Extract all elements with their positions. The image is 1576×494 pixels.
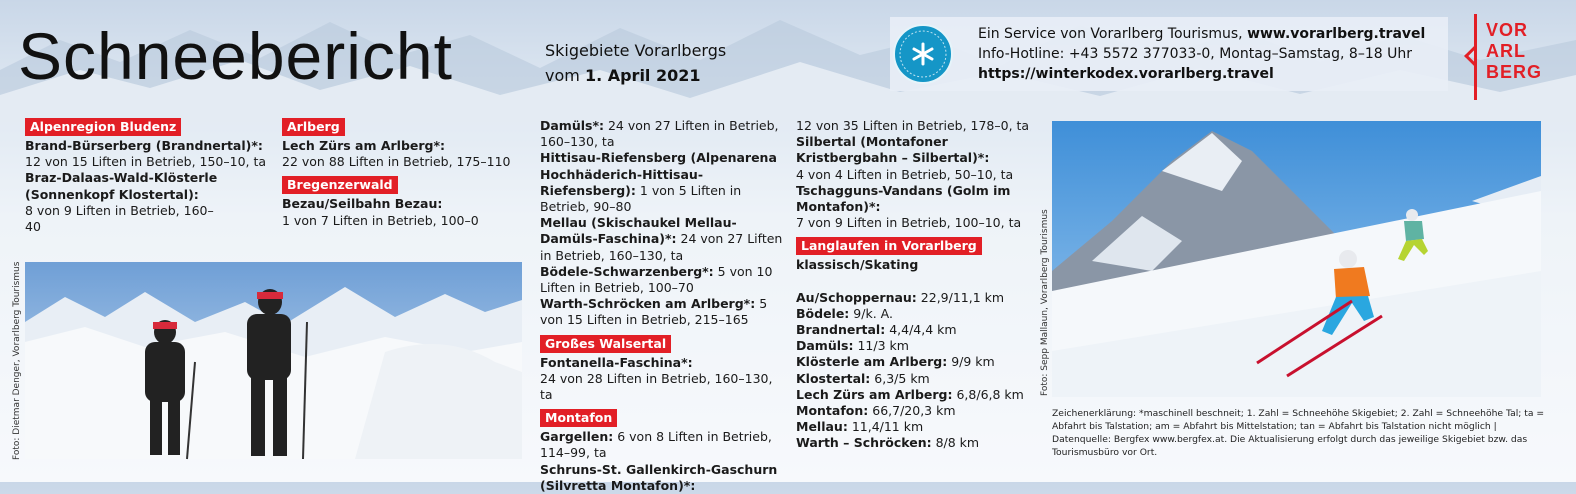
vorarlberg-logo: VOR ARL BERG [1474,14,1554,100]
service-info: Ein Service von Vorarlberg Tourismus, www.vorarlberg.travel Info-Hotline: +43 5572 377033-0, Montag–Samstag, 8–18 Uhr https://winterkodex.vorarlberg.travel [978,26,1426,82]
region-heading: Bregenzerwald [282,176,398,194]
list-item: Bödele-Schwarzenberg*: 5 von 10 Liften in Betrieb, 100–70 [540,263,773,296]
list-item: Lech Zürs am Arlberg: 6,8/6,8 km [796,386,1024,402]
region-arlberg [282,118,527,229]
list-item: Damüls*: 24 von 27 Liften in Betrieb, 160–130, ta [540,118,779,150]
subtitle-line2: vom 1. April 2021 [545,66,701,85]
photo-credit-left: Foto: Dietmar Denger, Vorarlberg Tourismus [12,261,22,460]
list-item: Au/Schoppernau: 22,9/11,1 km [796,289,1005,305]
list-item: Damüls: 11/3 km [796,338,909,354]
region-montafon-cont [796,118,1036,452]
photo-credit-right: Foto: Sepp Mallaun, Vorarlberg Tourismus [1040,209,1050,396]
list-item: Montafon: 66,7/20,3 km [796,403,956,419]
tourism-link[interactable]: www.vorarlberg.travel [1247,26,1426,42]
skiers-photo [1052,121,1541,397]
list-item: Klösterle am Arlberg: 9/9 km [796,354,995,370]
winterkodex-badge-icon [893,24,953,84]
report-date: 1. April 2021 [584,66,701,85]
region-heading: Montafon [540,409,617,427]
list-item: Brandnertal: 4,4/4,4 km [796,322,957,338]
hotline: Info-Hotline: +43 5572 377033-0, Montag–Samstag, 8–18 Uhr [978,46,1412,62]
list-item: Mellau: 11,4/11 km [796,419,924,435]
list-item: Hittisau-Riefensberg (Alpenarena Hochhäderich-Hittisau-Riefensberg): 1 von 5 Liften in Betrieb, 90–80 [540,150,777,215]
list-item: Warth-Schröcken am Arlberg*: 5 von 15 Liften in Betrieb, 215–165 [540,296,768,328]
subtitle-line1: Skigebiete Vorarlbergs [545,41,727,60]
list-item: Bezau/Seilbahn Bezau: 1 von 7 Liften in Betrieb, 100–0 [282,196,479,228]
page-title: Schneebericht [18,19,453,93]
list-item: Brand-Bürserberg (Brandnertal)*: 12 von 15 Liften in Betrieb, 150–10, ta [25,138,267,170]
region-heading: Alpenregion Bludenz [25,118,181,136]
list-item: Tschagguns-Vandans (Golm im Montafon)*: 7 von 9 Liften in Betrieb, 100–10, ta [796,182,1022,231]
list-item: Fontanella-Faschina*: 24 von 28 Liften in Betrieb, 160–130, ta [540,354,773,403]
region-heading: Langlaufen in Vorarlberg [796,237,982,255]
list-item: Silbertal (Montafoner Kristbergbahn – Silbertal)*: 4 von 4 Liften in Betrieb, 50–10, ta [796,134,1014,182]
list-item: Mellau (Skischaukel Mellau-Damüls-Faschina)*: 24 von 27 Liften in Betrieb, 160–130, ta [540,215,783,263]
list-item: Bödele: 9/k. A. [796,305,893,321]
list-item-continuation: 12 von 35 Liften in Betrieb, 178–0, ta [796,118,1030,133]
region-bludenz [25,118,275,235]
subtitle [545,38,726,88]
langlaufen-subheading: klassisch/Skating [796,257,919,273]
hikers-photo [25,262,522,459]
region-heading: Großes Walsertal [540,335,671,353]
list-item: Gargellen: 6 von 8 Liften in Betrieb, 114–99, ta [540,429,772,461]
winterkodex-link[interactable]: https://winterkodex.vorarlberg.travel [978,66,1274,82]
list-item: Klostertal: 6,3/5 km [796,370,930,386]
list-item: Warth – Schröcken: 8/8 km [796,435,980,451]
legend-footnote: Zeichenerklärung: *maschinell beschneit; 1. Zahl = Schneehöhe Skigebiet; 2. Zahl = Schneehöhe Tal; ta = Abfahrt bis Talstation; am = Abfahrt bis Mittelstation; tan = Abfahrt bis Talstation nicht möglich | Datenquelle: Bergfex www.bergfex.at. Die Aktualisierung erfolgt durch das jeweilige Skigebiet bzw. das Tourismusbüro vor Ort. [1052,408,1545,458]
list-item: Lech Zürs am Arlberg*: 22 von 88 Liften in Betrieb, 175–110 [282,138,511,170]
list-item: Braz-Dalaas-Wald-Klösterle (Sonnenkopf Klostertal): 8 von 9 Liften in Betrieb, 160–40 [25,170,218,235]
list-item: Schruns-St. Gallenkirch-Gaschurn (Silvretta Montafon)*: [540,461,778,493]
region-heading: Arlberg [282,118,345,136]
region-bregenzerwald-cont [540,118,785,494]
